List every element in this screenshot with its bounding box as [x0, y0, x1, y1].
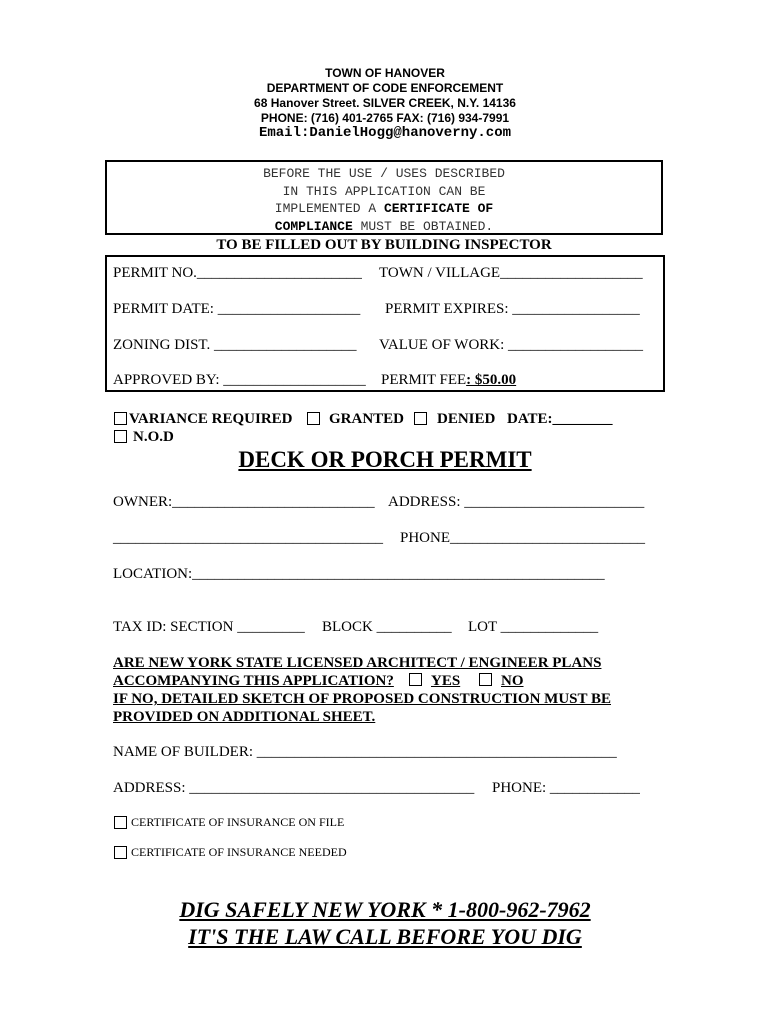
architect-yes-checkbox[interactable] [409, 673, 422, 686]
dig-safely-line-1: DIG SAFELY NEW YORK * 1-800-962-7962 [179, 897, 591, 922]
architect-no-label: NO [501, 673, 524, 689]
header-department: DEPARTMENT OF CODE ENFORCEMENT [266, 81, 504, 95]
zoning-dist-field[interactable]: ZONING DIST. ___________________ [113, 337, 357, 353]
permit-no-field[interactable]: PERMIT NO.______________________ [113, 265, 362, 281]
insurance-on-file-label: CERTIFICATE OF INSURANCE ON FILE [131, 815, 345, 829]
granted-label: GRANTED [329, 411, 405, 427]
owner-address-field[interactable]: ADDRESS: ________________________ [388, 494, 645, 510]
insurance-needed-checkbox[interactable] [114, 846, 127, 859]
inspector-section-title: TO BE FILLED OUT BY BUILDING INSPECTOR [216, 237, 552, 253]
insurance-on-file-checkbox[interactable] [114, 816, 127, 829]
nod-label: N.O.D [133, 429, 174, 445]
notice-line-1: BEFORE THE USE / USES DESCRIBED [263, 166, 505, 181]
notice-line-3 [107, 200, 661, 218]
value-of-work-field[interactable]: VALUE OF WORK: __________________ [379, 337, 644, 353]
town-village-field[interactable]: TOWN / VILLAGE___________________ [379, 265, 643, 281]
permit-fee-value: : $50.00 [466, 372, 517, 388]
notice-line-3-bold: CERTIFICATE OF [384, 201, 494, 216]
notice-line-3-text: IMPLEMENTED A [274, 201, 384, 216]
approved-by-field[interactable]: APPROVED BY: ___________________ [113, 372, 366, 388]
nod-checkbox[interactable] [114, 430, 127, 443]
header-phone-fax: PHONE: (716) 401-2765 FAX: (716) 934-7991 [260, 111, 510, 125]
owner-phone-field[interactable]: PHONE__________________________ [400, 530, 646, 546]
builder-phone-field[interactable]: PHONE: ____________ [492, 780, 640, 796]
permit-date-field[interactable]: PERMIT DATE: ___________________ [113, 301, 361, 317]
permit-fee-label: PERMIT FEE [381, 372, 467, 388]
architect-note-line-2: PROVIDED ON ADDITIONAL SHEET. [113, 709, 376, 725]
variance-required-label: VARIANCE REQUIRED [129, 411, 293, 427]
builder-name-field[interactable]: NAME OF BUILDER: ________________________________________________ [113, 744, 617, 760]
architect-no-checkbox[interactable] [479, 673, 492, 686]
variance-date-field[interactable]: DATE:________ [507, 411, 613, 427]
architect-yes-label: YES [431, 673, 461, 689]
denied-label: DENIED [437, 411, 496, 427]
location-field[interactable]: LOCATION:_______________________________________________________ [113, 566, 605, 582]
page-title: DECK OR PORCH PERMIT [238, 447, 532, 472]
permit-expires-field[interactable]: PERMIT EXPIRES: _________________ [385, 301, 640, 317]
tax-lot-field[interactable]: LOT _____________ [468, 619, 599, 635]
header-town: TOWN OF HANOVER [325, 66, 445, 80]
dig-safely-line-2: IT'S THE LAW CALL BEFORE YOU DIG [188, 924, 582, 949]
architect-note-line-1: IF NO, DETAILED SKETCH OF PROPOSED CONSTRUCTION MUST BE [113, 691, 611, 707]
header-email: Email:DanielHogg@hanoverny.com [258, 125, 512, 141]
insurance-needed-label: CERTIFICATE OF INSURANCE NEEDED [131, 845, 347, 859]
permit-fee [381, 372, 516, 389]
owner-field[interactable]: OWNER:___________________________ [113, 494, 375, 510]
denied-checkbox[interactable] [414, 412, 427, 425]
tax-section-field[interactable]: TAX ID: SECTION _________ [113, 619, 305, 635]
owner-address-line-2[interactable]: ____________________________________ [113, 530, 383, 546]
architect-question-line-1: ARE NEW YORK STATE LICENSED ARCHITECT / ENGINEER PLANS [113, 655, 602, 671]
builder-address-field[interactable]: ADDRESS: ______________________________________ [113, 780, 475, 796]
notice-box [105, 160, 663, 235]
tax-block-field[interactable]: BLOCK __________ [322, 619, 452, 635]
notice-line-4-text: MUST BE OBTAINED. [352, 218, 494, 234]
notice-line-2: IN THIS APPLICATION CAN BE [282, 183, 486, 199]
variance-required-checkbox[interactable] [114, 412, 127, 425]
notice-line-4 [107, 218, 661, 236]
notice-line-4-bold: COMPLIANCE [274, 218, 353, 234]
header-address: 68 Hanover Street. SILVER CREEK, N.Y. 14136 [254, 96, 516, 110]
architect-question-line-2: ACCOMPANYING THIS APPLICATION? [113, 673, 394, 689]
granted-checkbox[interactable] [307, 412, 320, 425]
